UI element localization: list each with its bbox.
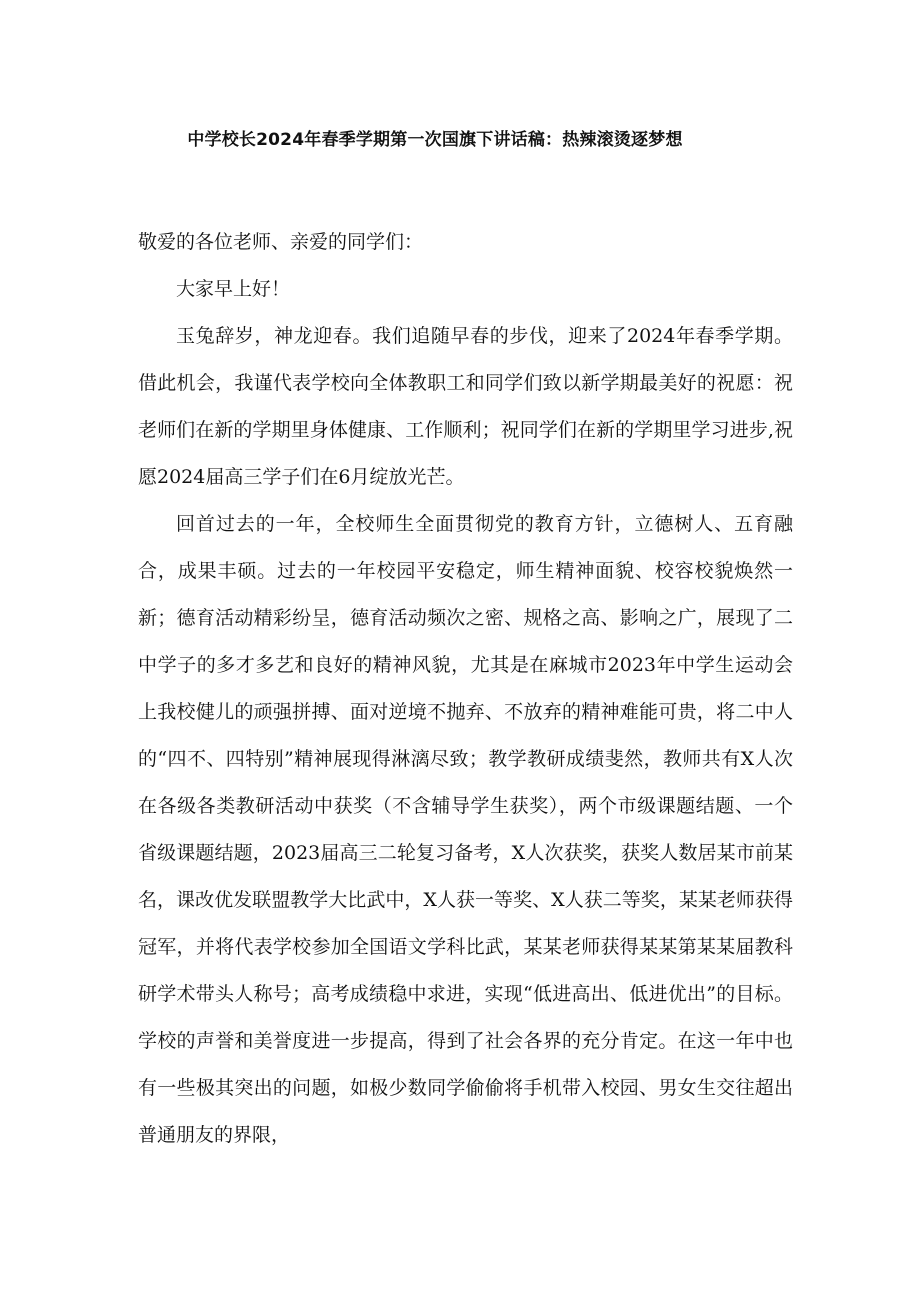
paragraph-new-semester: 玉兔辞岁，神龙迎春。我们追随早春的步伐，迎来了2024年春季学期。借此机会，我谨代表学校向全体教职工和同学们致以新学期最美好的祝愿：祝老师们在新的学期里身体健康、工作顺利；祝同学们在新的学期里学习进步,祝愿2024届高三学子们在6月绽放光芒。 [138,325,793,488]
paragraph-greeting: 大家早上好！ [176,278,291,300]
paragraph-review: 回首过去的一年，全校师生全面贯彻党的教育方针，立德树人、五育融合，成果丰硕。过去的一年校园平安稳定，师生精神面貌、校容校貌焕然一新；德育活动精彩纷呈，德育活动频次之密、规格之高、影响之广，展现了二中学子的多才多艺和良好的精神风貌，尤其是在麻城市2023年中学生运动会上我校健儿的顽强拼搏、面对逆境不抛弃、不放弃的精神难能可贵，将二中人的“四不、四特别”精神展现得淋漓尽致；教学教研成绩斐然，教师共有X人次在各级各类教研活动中获奖（不含辅导学生获奖），两个市级课题结题、一个省级课题结题，2023届高三二轮复习备考，X人次获奖，获奖人数居某市前某名，课改优发联盟教学大比武中，X人获一等奖、X人获二等奖，某某老师获得冠军，并将代表学校参加全国语文学科比武，某某老师获得某某第某某届教科研学术带头人称号；高考成绩稳中求进，实现“低进高出、低进优出”的目标。学校的声誉和美誉度进一步提高，得到了社会各界的充分肯定。在这一年中也有一些极其突出的问题，如极少数同学偷偷将手机带入校园、男女生交往超出普通朋友的界限， [138,513,793,1146]
document-body [138,219,793,1159]
salutation: 敬爱的各位老师、亲爱的同学们： [138,231,424,253]
document-title: 中学校长2024年春季学期第一次国旗下讲话稿：热辣滚烫逐梦想 [187,130,683,150]
